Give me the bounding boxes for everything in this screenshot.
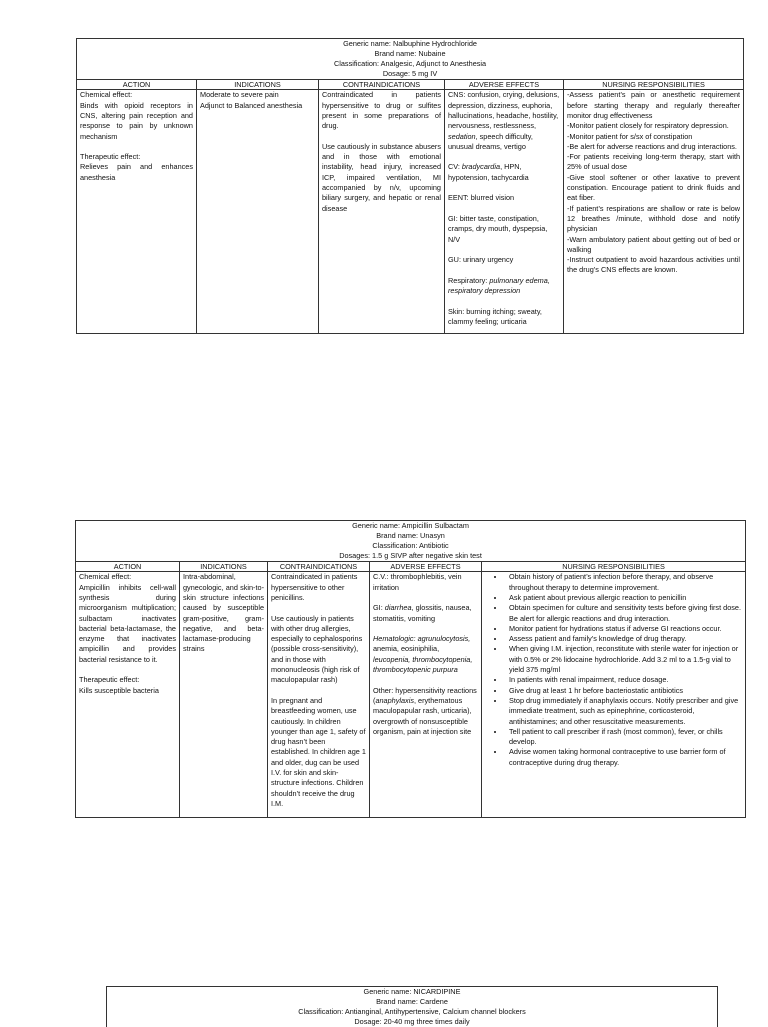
adverse-effects-cell xyxy=(445,90,564,334)
col-header-nursing: NURSING RESPONSIBILITIES xyxy=(564,80,744,90)
classification: Classification: Antianginal, Antihypertensive, Calcium channel blockers xyxy=(107,1007,717,1017)
chemical-effect-text: Binds with opioid receptors in CNS, altering pain reception and response to pain by unknown mechanism xyxy=(80,101,193,142)
action-cell xyxy=(76,572,180,818)
nursing-item: • Assess patient and family’s knowledge of drug therapy. xyxy=(505,634,742,644)
adverse-respiratory: Respiratory: pulmonary edema, respiratory depression xyxy=(448,276,560,297)
classification: Classification: Antibiotic xyxy=(76,541,745,551)
nursing-list xyxy=(485,572,742,768)
nursing-item: • Ask patient about previous allergic reaction to penicillin xyxy=(505,593,742,603)
adverse-gi: GI: bitter taste, constipation, cramps, dry mouth, dyspepsia, N/V xyxy=(448,214,560,245)
nursing-item: • Give drug at least 1 hr before bacteriostatic antibiotics xyxy=(505,686,742,696)
col-header-indications: INDICATIONS xyxy=(180,562,268,572)
action-cell xyxy=(77,90,197,334)
dosage: Dosage: 20-40 mg three times daily xyxy=(107,1017,717,1027)
nursing-item: • Advise women taking hormonal contraceptive to use barrier form of contraceptive during drug therapy. xyxy=(505,747,742,768)
contraindications-cell xyxy=(319,90,445,334)
generic-name: Generic name: Ampicillin Sulbactam xyxy=(76,521,745,531)
adverse-cns: CNS: confusion, crying, delusions, depression, dizziness, euphoria, hallucinations, headache, hostility, nervousness, restlessness, sedation, speech difficulty, unusual dreams, vertigo xyxy=(448,90,560,152)
adverse-eent: EENT: blurred vision xyxy=(448,193,560,203)
drug-header xyxy=(76,521,746,562)
nursing-responsibilities-cell xyxy=(482,572,746,818)
col-header-adverse-effects: ADVERSE EFFECTS xyxy=(370,562,482,572)
col-header-adverse-effects: ADVERSE EFFECTS xyxy=(445,80,564,90)
nursing-item: • Monitor patient for hydrations status if adverse GI reactions occur. xyxy=(505,624,742,634)
nursing-item: • Stop drug immediately if anaphylaxis occurs. Notify prescriber and give immediate treatment, such as epinephrine, corticosteroid, antihistamines; and other resuscitative measurements. xyxy=(505,696,742,727)
nursing-item: • Obtain specimen for culture and sensitivity tests before giving first dose. Be alert for allergic reactions and drug interaction. xyxy=(505,603,742,624)
col-header-indications: INDICATIONS xyxy=(197,80,319,90)
generic-name: Generic name: Nalbuphine Hydrochloride xyxy=(77,39,743,49)
col-header-contraindications: CONTRAINDICATIONS xyxy=(319,80,445,90)
drug-header xyxy=(107,987,718,1027)
adverse-cv: CV: bradycardia, HPN, hypotension, tachycardia xyxy=(448,162,560,183)
adverse-gi: GI: diarrhea, glossitis, nausea, stomatitis, vomiting xyxy=(373,603,478,624)
adverse-effects-cell xyxy=(370,572,482,818)
brand-name: Brand name: Cardene xyxy=(107,997,717,1007)
indications-cell xyxy=(197,90,319,334)
therapeutic-effect-label: Therapeutic effect: xyxy=(79,675,176,685)
col-header-action: ACTION xyxy=(76,562,180,572)
indications-cell: Intra-abdominal, gynecologic, and skin-to-skin structure infections caused by susceptible gram-positive, gram-negative, and beta-lactamase-producing strains xyxy=(180,572,268,818)
classification: Classification: Analgesic, Adjunct to Anesthesia xyxy=(77,59,743,69)
chemical-effect-text: Ampicillin inhibits cell-wall synthesis during microorganism multiplication; sulbactam inactivates bacterial beta-lactamase, the enzyme that inactivates ampicillin and provides bacterial resistance to it. xyxy=(79,583,176,665)
col-header-contraindications: CONTRAINDICATIONS xyxy=(268,562,370,572)
nursing-item: • In patients with renal impairment, reduce dosage. xyxy=(505,675,742,685)
dosage: Dosage: 5 mg IV xyxy=(77,69,743,79)
nursing-item: • Tell patient to call prescriber if rash (most common), fever, or chills develop. xyxy=(505,727,742,748)
therapeutic-effect-text: Relieves pain and enhances anesthesia xyxy=(80,162,193,183)
generic-name: Generic name: NICARDIPINE xyxy=(107,987,717,997)
col-header-action: ACTION xyxy=(77,80,197,90)
contraindication-text: Contraindicated in patients hypersensitive to drug or sulfites present in some preparations of drug. xyxy=(322,90,441,131)
indication-item: Adjunct to Balanced anesthesia xyxy=(200,101,315,111)
chemical-effect-label: Chemical effect: xyxy=(80,90,193,100)
drug-header xyxy=(77,39,744,80)
drug-table-ampicillin-sulbactam xyxy=(75,520,746,818)
nursing-item: • Obtain history of patient’s infection before therapy, and observe throughout therapy to determine improvement. xyxy=(505,572,742,593)
adverse-cv: C.V.: thrombophlebitis, vein irritation xyxy=(373,572,478,593)
dosage: Dosages: 1.5 g SIVP after negative skin test xyxy=(76,551,745,561)
chemical-effect-label: Chemical effect: xyxy=(79,572,176,582)
pregnancy-pediatric-text: In pregnant and breastfeeding women, use cautiously. In children younger than age 1, safety of drug hasn’t been established. In children age 1 and older, dug can be used I.V. for skin and skin-structure infections. Children shouldn’t receive the drug I.M. xyxy=(271,696,366,809)
adverse-other: Other: hypersensitivity reactions (anaphylaxis, erythematous maculopapular rash, urticaria), overgrowth of nonsusceptible organism, pain at injection site xyxy=(373,686,478,737)
adverse-skin: Skin: burning itching; sweaty, clammy feeling; urticaria xyxy=(448,307,560,328)
col-header-nursing: NURSING RESPONSIBILITIES xyxy=(482,562,746,572)
drug-table-nalbuphine xyxy=(76,38,744,334)
nursing-item: • When giving I.M. injection, reconstitute with sterile water for injection or with 0.5% or 2% lidocaine hydrochloride. Add 3.2 ml to a 1.5-g vial to yield 375 mg/ml xyxy=(505,644,742,675)
nursing-responsibilities-cell: -Assess patient’s pain or anesthetic requirement before starting therapy and regularly thereafter monitor drug effectiveness -Monitor patient closely for respiratory depression. -Monitor patient for s/sx of constipation -Be alert for adverse reactions and drug interactions. -For patients receiving long-term therapy, start with 25% of usual dose -Give stool softener or other laxative to prevent constipation. Encourage patient to drink fluids and eat fiber. -If patient’s respirations are shallow or rate is below 12 breathes /minute, withhold dose and notify physician -Warn ambulatory patient about getting out of bed or walking -Instruct outpatient to avoid hazardous activities until the drug’s CNS effects are known. xyxy=(564,90,744,334)
caution-text: Use cautiously in substance abusers and in those with emotional instability, head injury, increased ICP, impaired ventilation, MI accompanied by n/v, upcoming biliary surgery, and hepatic or renal disease xyxy=(322,142,441,214)
brand-name: Brand name: Nubaine xyxy=(77,49,743,59)
contraindications-cell xyxy=(268,572,370,818)
adverse-gu: GU: urinary urgency xyxy=(448,255,560,265)
drug-table-nicardipine xyxy=(106,986,718,1027)
brand-name: Brand name: Unasyn xyxy=(76,531,745,541)
adverse-hematologic: Hematologic: agrunulocytosis, anemia, eosiniphilia, leucopenia, thrombocytopenia, thrombocytopenic purpura xyxy=(373,634,478,675)
caution-text: Use cautiously in patients with other drug allergies, especially to cephalosporins (possible cross-sensitivity), and in those with mononucleosis (high risk of maculopapular rash) xyxy=(271,614,366,686)
indication-item: Moderate to severe pain xyxy=(200,90,315,100)
contraindication-text: Contraindicated in patients hypersensitive to other penicillins. xyxy=(271,572,366,603)
therapeutic-effect-text: Kills susceptible bacteria xyxy=(79,686,176,696)
therapeutic-effect-label: Therapeutic effect: xyxy=(80,152,193,162)
